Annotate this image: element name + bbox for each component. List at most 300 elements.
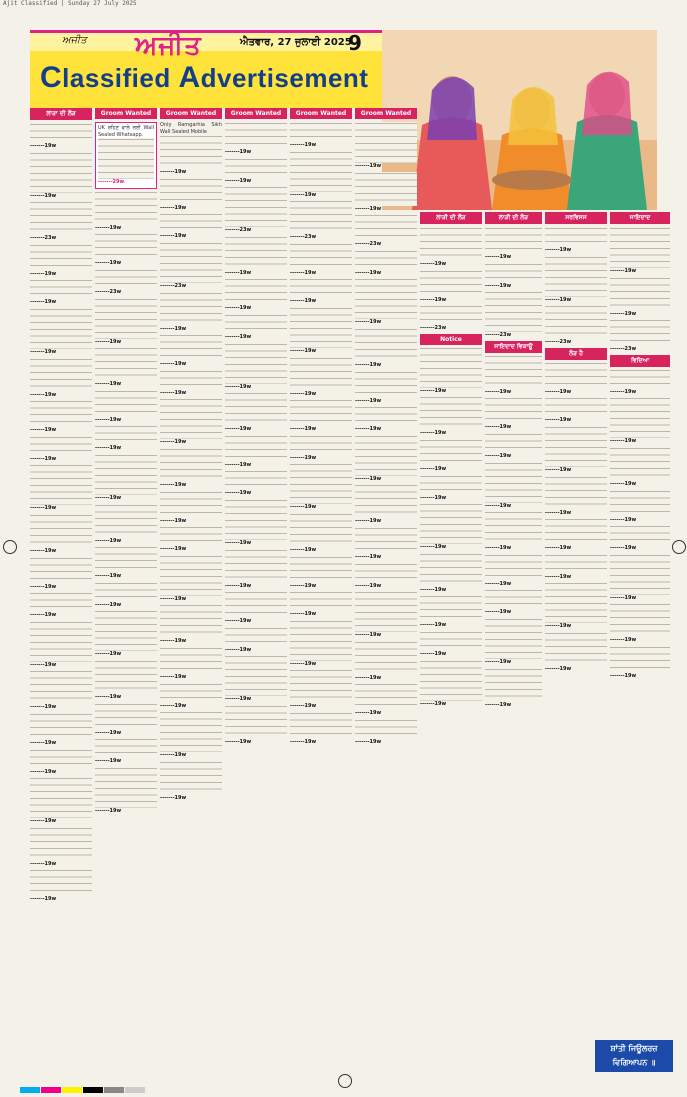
ad-code: -------19w xyxy=(420,586,447,593)
ad-body-lines xyxy=(545,305,607,339)
ad-body-lines xyxy=(30,713,92,740)
column-heading: Groom Wanted xyxy=(355,108,417,119)
ad-body-lines xyxy=(225,122,287,149)
ad-body-lines xyxy=(30,152,92,193)
ad-body-lines xyxy=(30,827,92,861)
classified-ad xyxy=(420,396,482,437)
classified-ad xyxy=(30,670,92,711)
classified-ad xyxy=(160,555,222,603)
classified-ad xyxy=(95,454,157,502)
classified-ad xyxy=(30,514,92,555)
classified-ad xyxy=(290,513,352,554)
ad-code: -------19w xyxy=(610,438,637,445)
classified-ad xyxy=(420,227,482,268)
ad-body-lines xyxy=(610,277,670,311)
ad-body-lines xyxy=(420,595,482,622)
ad-code: -------19w xyxy=(30,661,57,668)
ad-body-lines xyxy=(30,592,92,612)
classified-ad xyxy=(160,647,222,681)
classified-ad xyxy=(30,201,92,242)
ad-code: -------19w xyxy=(485,452,512,459)
ad-code: -------23w xyxy=(545,339,572,346)
classified-ad xyxy=(30,123,92,150)
ad-body-lines xyxy=(420,270,482,297)
ad-code: -------19w xyxy=(95,573,122,580)
ad-body-lines xyxy=(355,371,417,398)
ad-body-lines xyxy=(98,138,154,179)
ad-code: -------19w xyxy=(160,517,187,524)
ad-code: -------19w xyxy=(355,205,382,212)
column-heading: Groom Wanted xyxy=(290,108,352,119)
ad-code: -------19w xyxy=(95,260,122,267)
ad-body-lines xyxy=(95,738,157,758)
ad-code: -------23w xyxy=(95,288,122,295)
ad-code: -------19w xyxy=(355,361,382,368)
ad-code: -------23w xyxy=(290,234,317,241)
classified-ad xyxy=(225,392,287,433)
classified-ad xyxy=(95,122,157,189)
ad-body-lines xyxy=(95,454,157,495)
registration-mark-bottom-icon xyxy=(338,1074,352,1088)
ad-code: -------19w xyxy=(545,665,572,672)
ad-body-lines xyxy=(160,604,222,638)
ad-body-lines xyxy=(420,503,482,544)
classified-ad xyxy=(95,269,157,296)
classified-ad xyxy=(30,152,92,200)
title-rest: lassified xyxy=(62,63,179,93)
print-slug: Ajit Classified | Sunday 27 July 2025 xyxy=(3,0,137,7)
classified-ad xyxy=(160,292,222,333)
ad-body-lines xyxy=(160,491,222,518)
ad-body-lines xyxy=(485,462,542,503)
classified-ad xyxy=(225,435,287,469)
column-heading: ਸਰਵਿਸਸ xyxy=(545,212,607,224)
classified-ad xyxy=(420,595,482,629)
classified-ad xyxy=(290,435,352,462)
ad-body-lines xyxy=(160,555,222,596)
ad-code: -------19w xyxy=(290,546,317,553)
section-ribbon: ਵਿਦਿਆ xyxy=(610,355,670,367)
ad-body-lines xyxy=(160,683,222,703)
ad-body-lines xyxy=(225,655,287,696)
ad-body-lines xyxy=(610,319,670,346)
classified-ad xyxy=(290,243,352,277)
classified-ad xyxy=(160,761,222,802)
ad-code: -------19w xyxy=(420,387,447,394)
ad-body-lines xyxy=(95,610,157,651)
ad-code: -------19w xyxy=(485,424,512,431)
ad-body-lines xyxy=(160,761,222,795)
ad-code: -------19w xyxy=(420,494,447,501)
classified-ad xyxy=(30,557,92,591)
ad-code: -------19w xyxy=(355,269,382,276)
ad-code: -------23w xyxy=(610,346,637,353)
ad-code: -------19w xyxy=(95,224,122,231)
ad-code: -------19w xyxy=(610,672,637,679)
classified-ad xyxy=(610,554,670,602)
ad-code: -------19w xyxy=(30,455,57,462)
ad-body-lines xyxy=(355,683,417,710)
ad-body-lines xyxy=(545,256,607,297)
ad-code: -------19w xyxy=(160,204,187,211)
ad-code: -------19w xyxy=(95,537,122,544)
ad-code: -------19w xyxy=(610,594,637,601)
ad-body-lines xyxy=(160,711,222,752)
classified-ad xyxy=(290,712,352,746)
ad-code: -------19w xyxy=(160,169,187,176)
classified-ad xyxy=(225,499,287,547)
ad-code: -------19w xyxy=(225,539,252,546)
classified-ad xyxy=(160,242,222,290)
ad-code: -------19w xyxy=(610,516,637,523)
classified-ad xyxy=(95,347,157,388)
ad-body-lines xyxy=(160,213,222,233)
classified-ad xyxy=(420,660,482,708)
ad-body-lines xyxy=(485,355,542,389)
ad-body-lines xyxy=(30,670,92,704)
classified-ad xyxy=(160,604,222,645)
ad-column xyxy=(95,108,157,1030)
ad-code: -------19w xyxy=(355,163,382,169)
classified-ad xyxy=(290,556,352,590)
ad-code: -------19w xyxy=(355,475,382,482)
ad-code: -------19w xyxy=(355,319,382,326)
ad-body-lines xyxy=(30,777,92,818)
ad-body-lines xyxy=(225,499,287,540)
classified-ad xyxy=(545,518,607,552)
ad-body-lines xyxy=(30,279,92,299)
ad-body-lines xyxy=(30,749,92,769)
classified-ad xyxy=(290,591,352,618)
ad-body-lines xyxy=(485,668,542,702)
ad-code: -------19w xyxy=(95,381,122,388)
ad-body-lines xyxy=(30,869,92,896)
ad-body-lines xyxy=(420,439,482,466)
classified-ad xyxy=(545,397,607,424)
ad-code: -------19w xyxy=(545,466,572,473)
paper-date: ਐਤਵਾਰ, 27 ਜੁਲਾਈ 2025 xyxy=(240,37,352,48)
ad-body-lines xyxy=(420,305,482,325)
ad-code: -------19w xyxy=(160,752,187,759)
ad-code: -------19w xyxy=(160,673,187,680)
ad-body-lines xyxy=(95,298,157,339)
ad-body-lines xyxy=(225,470,287,490)
ad-body-lines xyxy=(485,589,542,609)
classified-ad xyxy=(95,504,157,545)
classified-ad xyxy=(420,503,482,551)
classified-ad xyxy=(225,705,287,746)
ad-code: -------19w xyxy=(225,618,252,625)
ad-code: -------19w xyxy=(30,860,57,867)
ad-body-lines xyxy=(355,278,417,319)
ad-code: -------19w xyxy=(610,480,637,487)
ad-body-lines xyxy=(485,618,542,659)
ad-code: -------19w xyxy=(485,609,512,616)
ad-code: -------19w xyxy=(290,611,317,618)
ad-code: -------23w xyxy=(30,235,57,242)
classified-ad xyxy=(30,436,92,463)
ad-code: -------19w xyxy=(225,149,252,155)
classified-ad xyxy=(485,462,542,510)
ad-body-lines xyxy=(355,484,417,518)
ad-body-lines xyxy=(95,767,157,808)
classified-ad xyxy=(485,433,542,460)
ad-code: -------19w xyxy=(485,580,512,587)
ad-code: -------19w xyxy=(420,430,447,437)
ad-body-lines xyxy=(355,214,417,241)
ad-body-lines xyxy=(610,227,670,268)
ad-body-lines xyxy=(30,358,92,392)
classified-ad xyxy=(545,632,607,673)
classified-ad xyxy=(355,591,417,639)
ad-body-lines xyxy=(160,178,222,205)
classified-ad xyxy=(545,426,607,474)
ad-code: -------19w xyxy=(95,729,122,736)
classified-ad xyxy=(545,476,607,517)
classified-ad xyxy=(225,236,287,277)
ad-code: -------19w xyxy=(545,388,572,395)
ad-body-lines xyxy=(290,712,352,739)
ad-code: -------19w xyxy=(355,553,382,560)
ad-code: -------23w xyxy=(225,227,252,234)
ad-body-lines xyxy=(290,435,352,455)
ad-body-lines xyxy=(225,435,287,462)
classified-ad xyxy=(420,439,482,473)
ad-code: -------19w xyxy=(290,738,317,745)
classified-ad xyxy=(160,448,222,489)
classified-ad xyxy=(95,233,157,267)
ad-code: -------19w xyxy=(95,601,122,608)
classified-ad xyxy=(30,749,92,776)
ad-body-lines xyxy=(420,660,482,701)
classified-ad xyxy=(160,122,222,176)
ad-body-lines xyxy=(610,554,670,595)
ad-code: -------19w xyxy=(30,143,57,149)
page-number: 9 xyxy=(348,31,362,55)
classified-ad xyxy=(95,425,157,452)
ad-body-lines xyxy=(485,554,542,581)
classified-ad xyxy=(485,589,542,616)
ad-body-lines xyxy=(95,703,157,730)
classified-ad xyxy=(355,122,417,170)
classified-ad xyxy=(225,122,287,156)
ad-column xyxy=(545,212,607,1030)
ad-code: -------19w xyxy=(225,383,252,390)
classified-ad xyxy=(95,703,157,737)
ad-code: -------19w xyxy=(485,502,512,509)
ad-body-lines xyxy=(225,591,287,618)
classified-ad xyxy=(225,549,287,590)
classified-ad xyxy=(420,347,482,395)
classified-ad xyxy=(485,668,542,709)
classified-ad xyxy=(355,214,417,248)
ad-code: -------19w xyxy=(290,191,317,198)
ad-body-lines xyxy=(95,504,157,538)
classified-ad xyxy=(160,711,222,759)
ad-code: -------19w xyxy=(160,481,187,488)
classified-ad xyxy=(30,827,92,868)
classified-ad xyxy=(225,627,287,654)
ad-body-lines xyxy=(355,719,417,739)
classified-ad xyxy=(160,334,222,368)
classified-ad xyxy=(30,777,92,825)
ad-body-lines xyxy=(95,660,157,694)
ad-body-lines xyxy=(545,426,607,467)
title-c: C xyxy=(40,61,63,94)
ad-code: -------19w xyxy=(420,700,447,707)
classified-ad xyxy=(485,511,542,552)
classified-ad xyxy=(225,158,287,185)
ad-body-lines xyxy=(95,582,157,602)
ad-body-lines xyxy=(290,357,352,391)
classified-ad xyxy=(30,869,92,903)
ad-code: -------19w xyxy=(290,703,317,710)
classified-ad xyxy=(95,582,157,609)
ad-code: -------19w xyxy=(485,658,512,665)
ad-code: -------19w xyxy=(355,518,382,525)
ad-code: -------19w xyxy=(545,509,572,516)
ad-code: -------19w xyxy=(95,651,122,658)
ad-code: -------19w xyxy=(30,270,57,277)
ad-body-lines xyxy=(95,191,157,225)
classified-ad xyxy=(290,307,352,355)
classified-ad xyxy=(30,592,92,619)
ad-code: -------19w xyxy=(30,768,57,775)
ad-body-lines xyxy=(290,513,352,547)
ad-body-lines xyxy=(160,448,222,482)
ad-code: -------19w xyxy=(30,739,57,746)
ad-code: -------19w xyxy=(355,397,382,404)
ad-body-lines xyxy=(290,399,352,426)
ad-body-lines xyxy=(225,705,287,739)
classified-ad xyxy=(290,399,352,433)
ad-code: -------19w xyxy=(290,347,317,354)
ad-code: -------19w xyxy=(610,388,637,395)
ad-body-lines xyxy=(225,158,287,178)
classified-ad xyxy=(485,397,542,431)
ad-code: -------19w xyxy=(225,177,252,184)
ad-code: -------19w xyxy=(95,758,122,765)
column-heading: ਜਾਇਦਾਦ xyxy=(610,212,670,224)
ad-code: -------19w xyxy=(160,546,187,553)
column-heading: ਲਾੜਾ ਦੀ ਲੋੜ xyxy=(30,108,92,120)
classified-ad xyxy=(30,308,92,356)
ad-code: -------19w xyxy=(225,305,252,312)
ad-code: -------19w xyxy=(485,545,512,552)
classified-ad xyxy=(355,250,417,277)
ad-body-lines xyxy=(545,518,607,545)
section-ribbon: ਜਾਇਦਾਦ ਵਿਕਾਊ xyxy=(485,341,542,353)
ad-code: -------19w xyxy=(30,348,57,355)
ad-code: -------19w xyxy=(545,296,572,303)
ad-code: -------19w xyxy=(30,391,57,398)
ad-body-lines xyxy=(355,172,417,206)
classified-ad xyxy=(610,447,670,488)
ad-code: -------19w xyxy=(290,390,317,397)
classified-ad xyxy=(420,305,482,332)
ad-code: -------19w xyxy=(30,192,57,199)
classified-ad xyxy=(160,178,222,212)
column-heading: ਲਾੜੀ ਦੀ ਲੋੜ xyxy=(485,212,542,224)
classified-ad xyxy=(610,369,670,396)
ad-body-lines xyxy=(160,647,222,674)
ad-body-lines xyxy=(290,122,352,142)
classified-ad xyxy=(95,660,157,701)
ad-code: -------19w xyxy=(420,544,447,551)
ad-body-lines xyxy=(420,227,482,261)
ad-body-lines xyxy=(355,527,417,554)
ad-body-lines xyxy=(610,490,670,517)
classified-ad xyxy=(545,582,607,630)
paper-left-text: ਅਜੀਤ xyxy=(62,35,87,46)
ad-code: -------19w xyxy=(225,696,252,703)
classified-ad xyxy=(610,525,670,552)
classified-ad xyxy=(225,186,287,234)
ad-code: -------19w xyxy=(610,545,637,552)
ad-code: -------19w xyxy=(545,545,572,552)
ad-code: -------19w xyxy=(290,660,317,667)
ad-column xyxy=(30,108,92,1030)
masthead xyxy=(30,30,382,108)
ad-body-lines xyxy=(30,123,92,143)
ad-code: -------19w xyxy=(30,505,57,512)
ad-body-lines xyxy=(290,307,352,348)
ad-code: -------23w xyxy=(420,325,447,332)
ad-code: -------19w xyxy=(420,465,447,472)
classified-ad xyxy=(355,278,417,326)
classified-ad xyxy=(225,278,287,312)
classified-ad xyxy=(545,227,607,254)
classified-ad xyxy=(610,319,670,353)
ad-body-lines xyxy=(30,308,92,349)
column-heading: Groom Wanted xyxy=(160,108,222,119)
ad-code: -------19w xyxy=(420,261,447,267)
classified-ad xyxy=(290,122,352,149)
classified-ad xyxy=(30,400,92,434)
ad-body-lines xyxy=(290,151,352,192)
ad-code: -------19w xyxy=(160,389,187,396)
ad-body-lines xyxy=(30,201,92,235)
ad-code: -------19w xyxy=(95,416,122,423)
classified-ad xyxy=(485,554,542,588)
ad-body-lines xyxy=(95,425,157,445)
classified-ad xyxy=(355,641,417,682)
classified-ad xyxy=(30,621,92,669)
ad-code: -------19w xyxy=(225,738,252,745)
ad-body-lines xyxy=(30,400,92,427)
classified-ad xyxy=(160,526,222,553)
ad-code: -------19w xyxy=(610,637,637,644)
classified-ad xyxy=(290,200,352,241)
ad-body-lines xyxy=(290,200,352,234)
classified-ad xyxy=(290,463,352,511)
ad-body-lines xyxy=(160,334,222,361)
classified-ad xyxy=(30,279,92,306)
classified-ad xyxy=(355,563,417,590)
ad-body-lines xyxy=(485,263,542,283)
ad-code: -------19w xyxy=(95,807,122,814)
ad-code: -------19w xyxy=(160,325,187,332)
ad-column xyxy=(160,108,222,1030)
classified-ad xyxy=(290,620,352,668)
ad-code: -------19w xyxy=(545,247,572,253)
classified-ad xyxy=(95,546,157,580)
ad-body-lines xyxy=(160,242,222,283)
ad-code: -------19w xyxy=(95,494,122,501)
ad-body-lines xyxy=(610,646,670,673)
ad-column xyxy=(290,108,352,1030)
ad-code: -------19w xyxy=(30,896,57,903)
